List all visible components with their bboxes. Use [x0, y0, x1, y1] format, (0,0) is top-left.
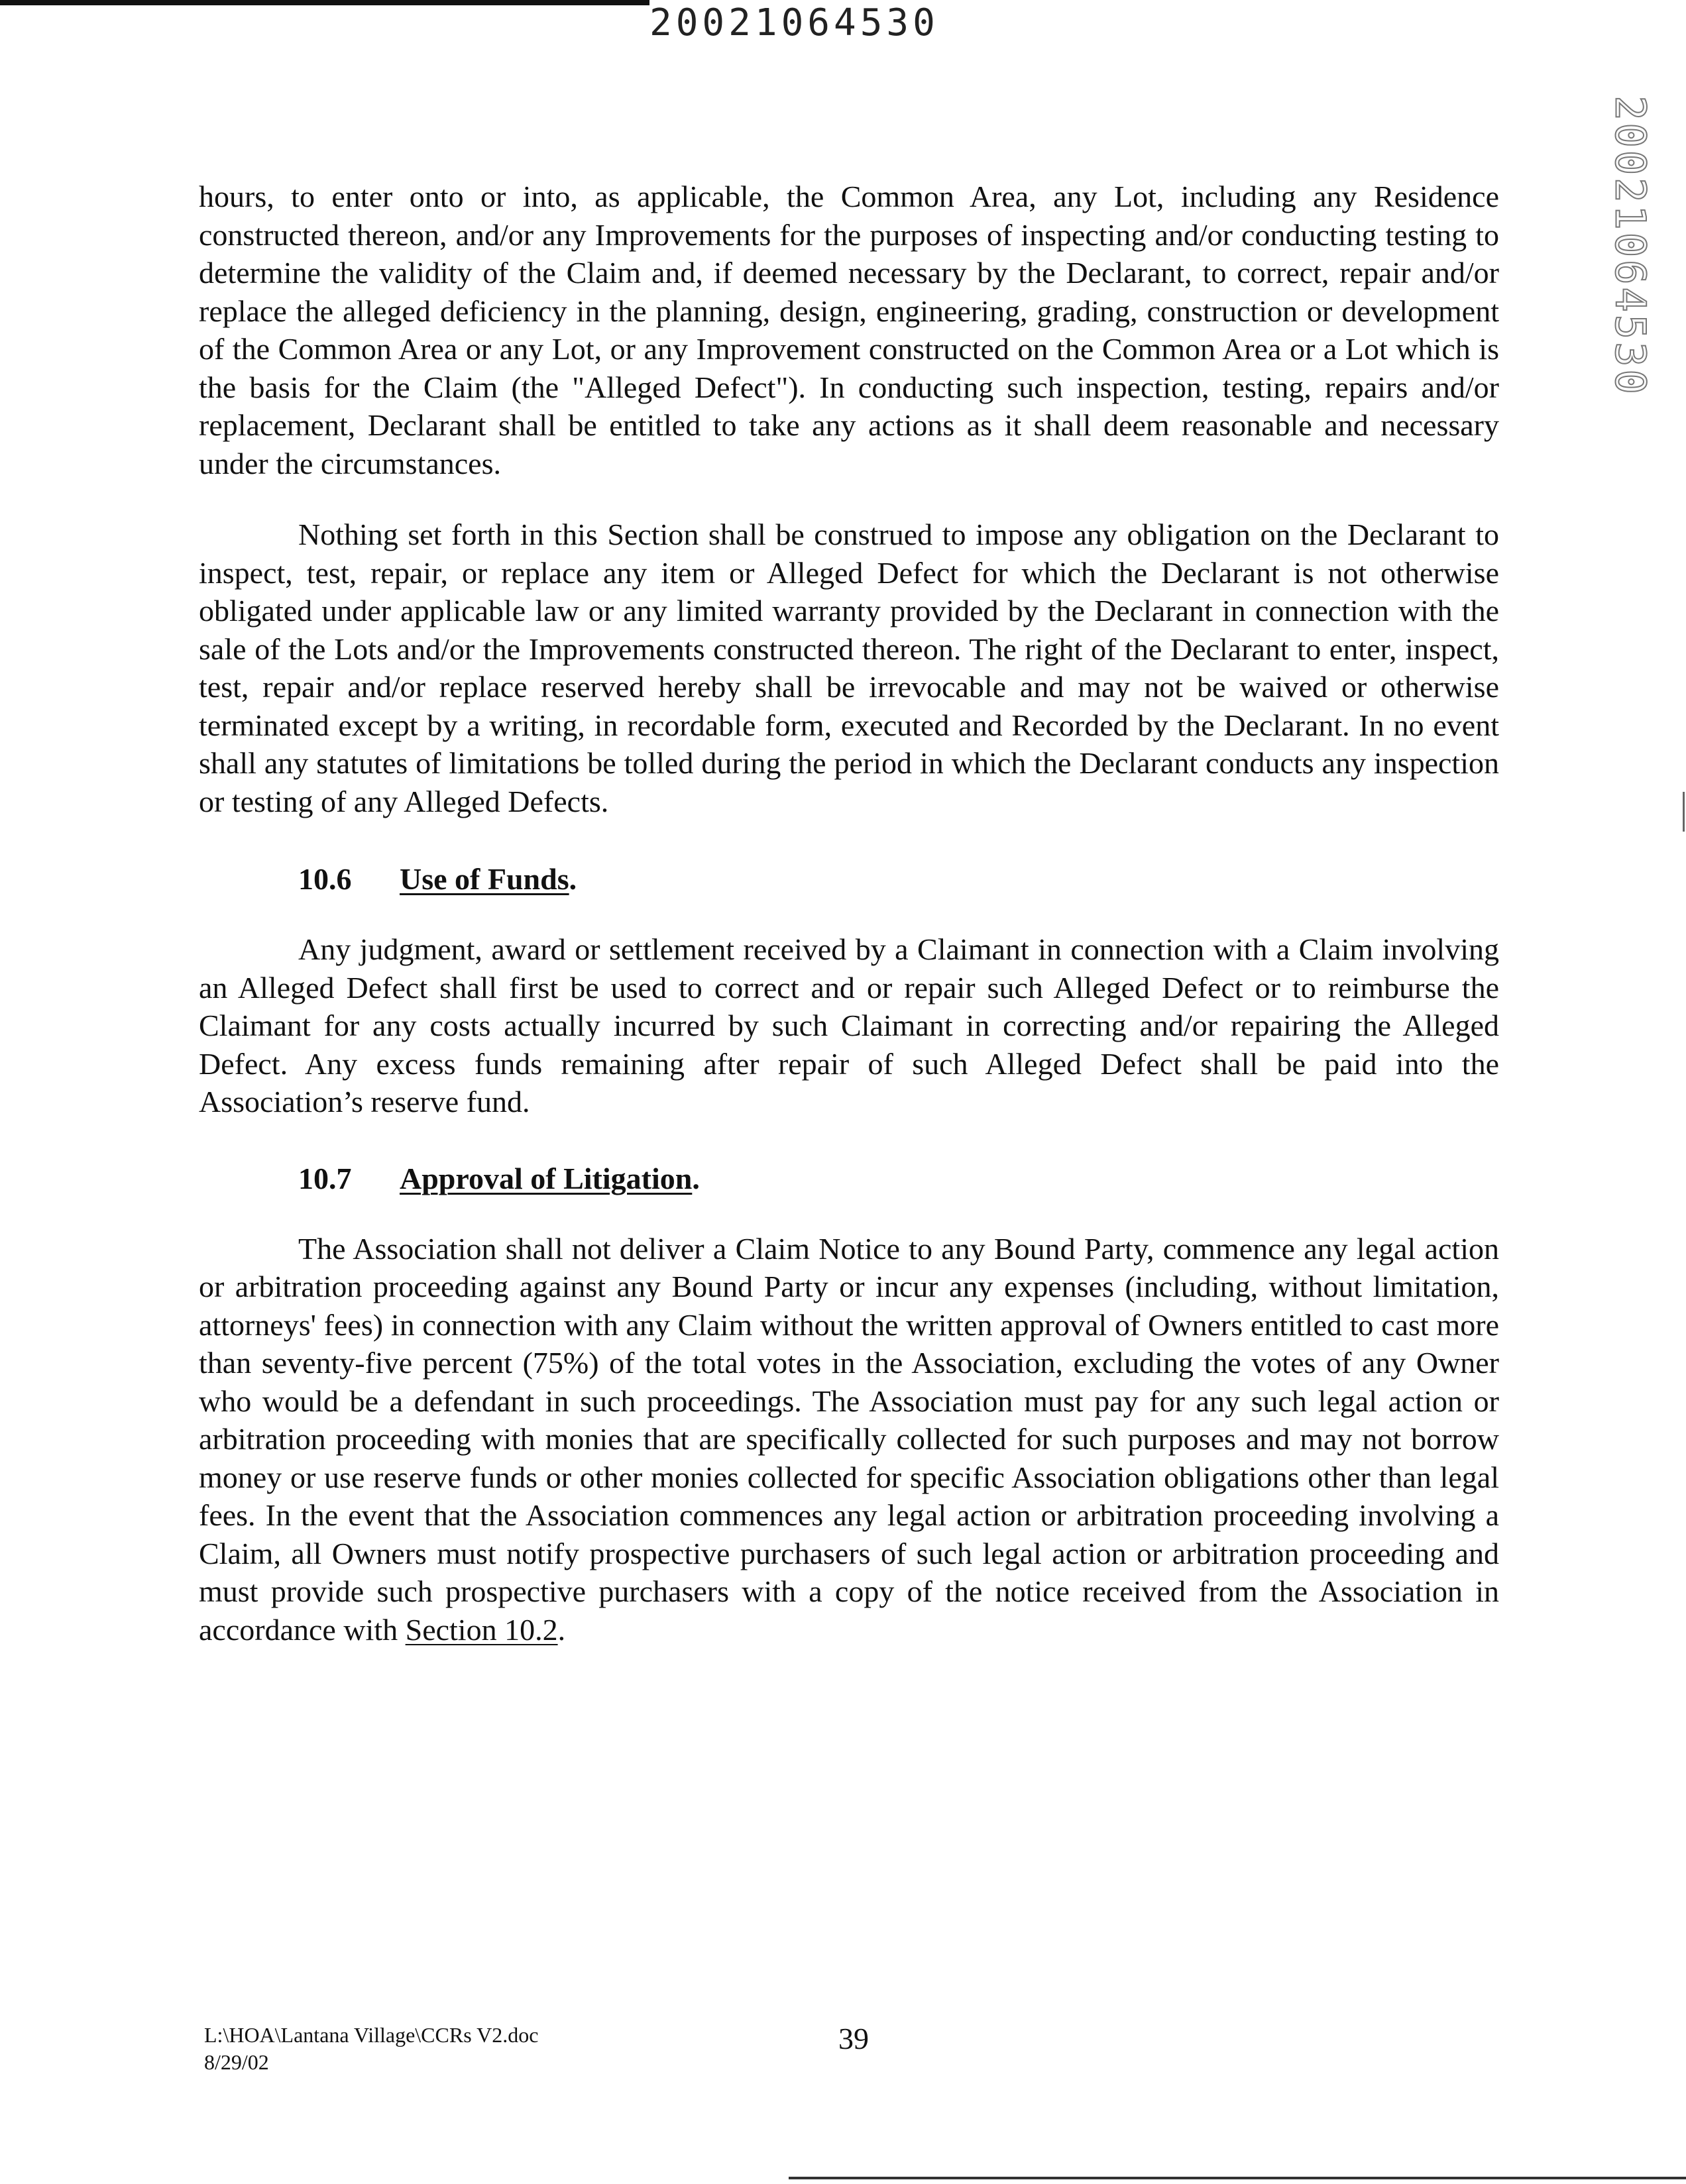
- top-rule: [0, 0, 649, 5]
- page-number: 39: [838, 2022, 869, 2055]
- section-title: [400, 860, 577, 899]
- section-title: [400, 1160, 700, 1198]
- paragraph-end: .: [557, 1612, 566, 1647]
- paragraph-inspection-rights: hours, to enter onto or into, as applicable, the Common Area, any Lot, including any Residence constructed thereon, and/or any Improvements for the purposes of inspecting and/or conducting testing to determine the validity of the Claim and, if deemed necessary by the Declarant, to correct, repair and/or replace the alleged deficiency in the planning, design, engineering, grading, construction or development of the Common Area or any Lot, or any Improvement constructed on the Common Area or a Lot which is the basis for the Claim (the "Alleged Defect"). In conducting such inspection, testing, repairs and/or replacement, Declarant shall be entitled to take any actions as it shall deem reasonable and necessary under the circumstances.: [199, 180, 1499, 480]
- section-number: 10.6: [298, 862, 352, 896]
- section-title-text: Use of Funds: [400, 862, 569, 896]
- footer-date: 8/29/02: [204, 2050, 269, 2074]
- document-body: [199, 178, 1499, 1649]
- footer-file-path: L:\HOA\Lantana Village\CCRs V2.doc: [204, 2023, 539, 2047]
- section-title-text: Approval of Litigation: [400, 1161, 693, 1195]
- paragraph-no-obligation: Nothing set forth in this Section shall be construed to impose any obligation on the Declarant to inspect, test, repair, or replace any item or Alleged Defect for which the Declarant is not otherwise obligated under applicable law or any limited warranty provided by the Declarant in connection with the sale of the Lots and/or the Improvements constructed thereon. The right of the Declarant to enter, inspect, test, repair and/or replace reserved hereby shall be irrevocable and may not be waived or otherwise terminated except by a writing, in recordable form, executed and Recorded by the Declarant. In no event shall any statutes of limitations be tolled during the period in which the Declarant conducts any inspection or testing of any Alleged Defects.: [199, 518, 1499, 818]
- section-reference-link: Section 10.2: [405, 1612, 558, 1647]
- document-number: 20021064530: [649, 1, 939, 44]
- paragraph-approval-of-litigation: [199, 1230, 1499, 1649]
- section-title-suffix: .: [692, 1161, 700, 1195]
- edge-mark: [1683, 792, 1685, 832]
- section-title-suffix: .: [569, 862, 577, 896]
- paragraph-text: The Association shall not deliver a Claim Notice to any Bound Party, commence any legal action or arbitration proceeding against any Bound Party or incur any expenses (including, without limitation, attorneys' fees) in connection with any Claim without the written approval of Owners entitled to cast more than seventy-five percent (75%) of the total votes in the Association, excluding the votes of any Owner who would be a defendant in such proceedings. The Association must pay for any such legal action or arbitration proceeding with monies that are specifically collected for such purposes and may not borrow money or use reserve funds or other monies collected for specific Association obligations other than legal fees. In the event that the Association commences any legal action or arbitration proceeding involving a Claim, all Owners must notify prospective purchasers of such legal action or arbitration proceeding and must provide such prospective purchasers with a copy of the notice received from the Association in accordance with: [199, 1231, 1499, 1647]
- section-number: 10.7: [298, 1161, 352, 1195]
- section-heading-10-7: [199, 1160, 1499, 1198]
- section-heading-10-6: [199, 860, 1499, 899]
- bottom-rule: [789, 2177, 1686, 2179]
- paragraph-use-of-funds: Any judgment, award or settlement received by a Claimant in connection with a Claim involving an Alleged Defect shall first be used to correct and or repair such Alleged Defect or to reimburse the Claimant for any costs actually incurred by such Claimant in correcting and/or repairing the Alleged Defect. Any excess funds remaining after repair of such Alleged Defect shall be paid into the Association’s reserve fund.: [199, 932, 1499, 1119]
- side-stamp-text: 20021064530: [1606, 95, 1655, 397]
